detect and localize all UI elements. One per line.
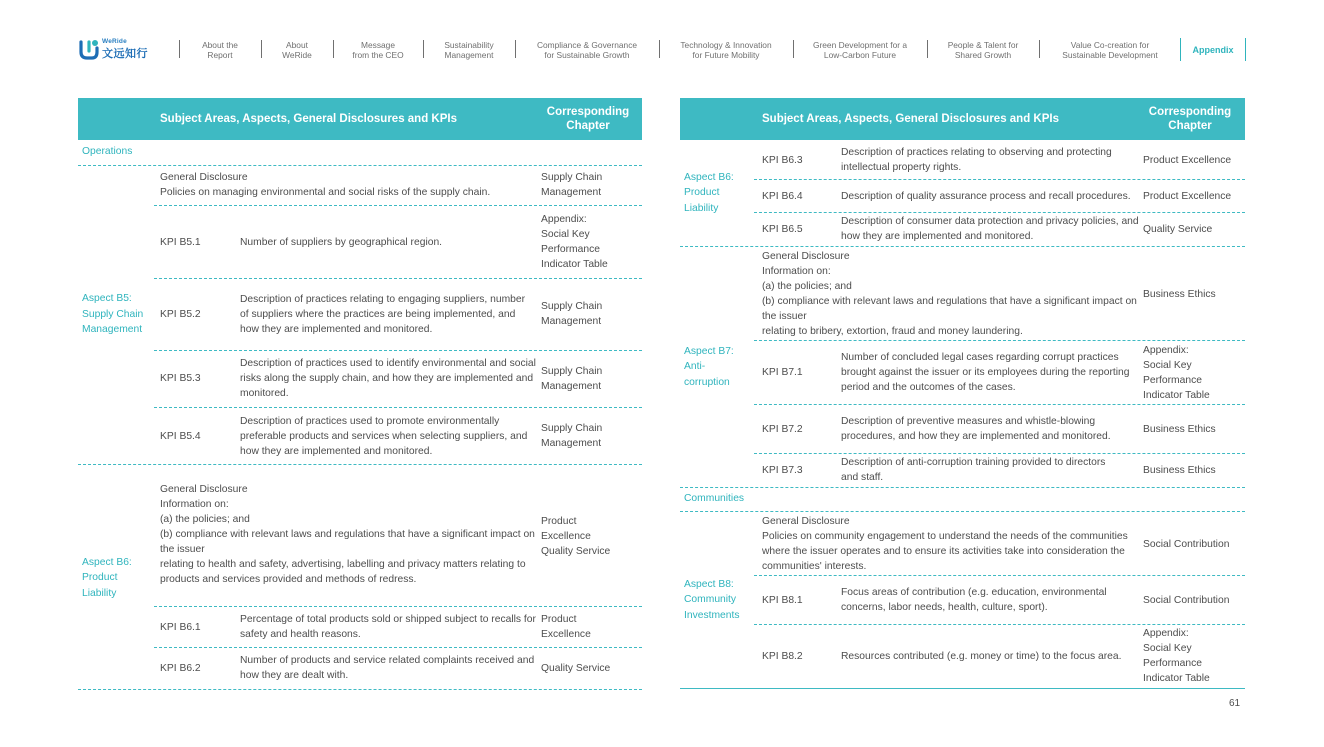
- top-navigation: [0, 0, 1324, 90]
- kpi-b6-4-description: Description of quality assurance process and recall procedures.: [841, 190, 1131, 202]
- kpi-b7-3-description: Description of anti-corruption training provided to directors and staff.: [841, 457, 1106, 483]
- logo-chinese-name: 文远知行: [102, 48, 148, 60]
- aspect-b5-label: Aspect B5: Supply Chain Management: [82, 293, 144, 336]
- table-bottom-border: [680, 688, 1245, 689]
- nav-about-report[interactable]: About the Report: [202, 40, 238, 60]
- table-bottom-border: [78, 689, 642, 690]
- kpi-b8-2-description: Resources contributed (e.g. money or time) to the focus area.: [841, 650, 1122, 662]
- b7-general-chapter: Business Ethics: [1143, 288, 1216, 300]
- header-corresponding-chapter: Corresponding Chapter: [546, 106, 630, 132]
- right-disclosure-table: [680, 98, 1245, 693]
- section-operations: Operations: [82, 146, 133, 157]
- nav-green-development[interactable]: Green Development for a Low-Carbon Future: [812, 40, 908, 60]
- nav-appendix-active[interactable]: Appendix: [1180, 38, 1246, 61]
- kpi-b7-2-id: KPI B7.2: [762, 423, 803, 435]
- kpi-b5-3-id: KPI B5.3: [160, 373, 201, 384]
- kpi-b5-2-description: Description of practices relating to engaging suppliers, number of suppliers where the practices are being implemented, and how they are implemented and monitored.: [240, 293, 526, 335]
- header-subject-areas: Subject Areas, Aspects, General Disclosures and KPIs: [160, 113, 457, 125]
- kpi-b5-3-description: Description of practices used to identify environmental and social risks along the supply chain, and how they are implemented and monitored.: [240, 358, 536, 399]
- b5-general-chapter: Supply Chain Management: [541, 172, 603, 198]
- nav-divider: [179, 40, 180, 58]
- kpi-b7-3-chapter: Business Ethics: [1143, 464, 1216, 476]
- kpi-b6-2-chapter: Quality Service: [541, 662, 611, 674]
- nav-divider: [423, 40, 424, 58]
- nav-divider: [261, 40, 262, 58]
- row-divider: [680, 487, 1245, 488]
- aspect-b7-label: Aspect B7: Anti- corruption: [684, 345, 734, 388]
- kpi-b5-1-id: KPI B5.1: [160, 236, 201, 248]
- kpi-b7-3-id: KPI B7.3: [762, 464, 803, 476]
- header-corresponding-chapter: Corresponding Chapter: [1148, 106, 1232, 132]
- kpi-b5-4-description: Description of practices used to promote environmentally preferable products and services when selecting suppliers, and how they are implemented and monitored.: [240, 415, 528, 457]
- b6-general-disclosure: General Disclosure Information on: (a) the policies; and (b) compliance with relevant laws and regulations that have a significant impact on the issuer relating to health and safety, advertising, labelling and privacy matters relating to products and services provided and methods of redress.: [160, 484, 535, 585]
- kpi-b7-1-description: Number of concluded legal cases regarding corrupt practices brought against the issuer or its employees during the reporting period and the outcomes of the cases.: [841, 352, 1130, 393]
- kpi-b6-3-chapter: Product Excellence: [1143, 154, 1232, 166]
- kpi-b5-2-chapter: Supply Chain Management: [541, 301, 603, 327]
- kpi-b6-3-description: Description of practices relating to observing and protecting intellectual property rights.: [841, 147, 1112, 173]
- aspect-b6-label: Aspect B6: Product Liability: [82, 556, 132, 599]
- nav-divider: [333, 40, 334, 58]
- kpi-b6-2-description: Number of products and service related complaints received and how they are dealt with.: [240, 655, 535, 681]
- weride-logo[interactable]: [78, 37, 150, 63]
- kpi-b6-1-description: Percentage of total products sold or shipped subject to recalls for safety and health reasons.: [240, 614, 536, 640]
- kpi-b6-5-chapter: Quality Service: [1143, 223, 1213, 235]
- weride-logo-mark-icon: [78, 38, 100, 60]
- nav-compliance-governance[interactable]: Compliance & Governance for Sustainable Growth: [536, 40, 638, 60]
- b7-general-disclosure: General Disclosure Information on: (a) the policies; and (b) compliance with relevant laws and regulations that have a significant impact on the issuer relating to bribery, extortion, fraud and money laundering.: [762, 251, 1137, 337]
- b8-general-disclosure: General Disclosure Policies on community engagement to understand the needs of the communities where the issuer operates and to ensure its activities take into consideration the communities' interests.: [762, 516, 1128, 572]
- row-divider: [78, 464, 642, 465]
- kpi-b7-1-chapter: Appendix: Social Key Performance Indicator Table: [1143, 344, 1210, 401]
- kpi-b6-4-chapter: Product Excellence: [1143, 190, 1232, 202]
- aspect-b6-label: Aspect B6: Product Liability: [684, 171, 734, 214]
- page-number: 61: [1229, 698, 1241, 709]
- kpi-b8-1-chapter: Social Contribution: [1143, 594, 1230, 606]
- kpi-b5-1-description: Number of suppliers by geographical region.: [240, 236, 443, 248]
- b5-general-disclosure: General Disclosure Policies on managing environmental and social risks of the supply chain.: [160, 172, 491, 198]
- left-disclosure-table: [78, 98, 642, 693]
- kpi-b6-1-id: KPI B6.1: [160, 621, 201, 633]
- kpi-b6-5-id: KPI B6.5: [762, 223, 803, 235]
- kpi-b7-1-id: KPI B7.1: [762, 367, 803, 378]
- nav-divider: [515, 40, 516, 58]
- nav-divider: [1039, 40, 1040, 58]
- logo-wordmark: WeRide: [102, 38, 127, 45]
- nav-value-cocreation[interactable]: Value Co-creation for Sustainable Development: [1062, 40, 1158, 60]
- kpi-b7-2-chapter: Business Ethics: [1143, 423, 1216, 435]
- kpi-b8-1-id: KPI B8.1: [762, 594, 803, 606]
- kpi-b6-4-id: KPI B6.4: [762, 190, 803, 202]
- nav-divider: [927, 40, 928, 58]
- kpi-b5-4-chapter: Supply Chain Management: [541, 423, 603, 449]
- kpi-b7-2-description: Description of preventive measures and whistle-blowing procedures, and how they are implemented and monitored.: [841, 416, 1111, 442]
- section-communities: Communities: [684, 493, 745, 504]
- nav-people-talent[interactable]: People & Talent for Shared Growth: [947, 40, 1019, 60]
- kpi-b8-2-id: KPI B8.2: [762, 650, 803, 662]
- kpi-b6-3-id: KPI B6.3: [762, 154, 803, 166]
- kpi-b6-2-id: KPI B6.2: [160, 662, 201, 674]
- b6-general-chapter: Product Excellence Quality Service: [541, 515, 611, 557]
- kpi-b5-3-chapter: Supply Chain Management: [541, 365, 603, 392]
- nav-about-weride[interactable]: About WeRide: [282, 40, 312, 60]
- nav-message-ceo[interactable]: Message from the CEO: [352, 40, 404, 60]
- b8-general-chapter: Social Contribution: [1143, 538, 1230, 550]
- nav-sustainability-management[interactable]: Sustainability Management: [444, 40, 494, 60]
- kpi-b8-1-description: Focus areas of contribution (e.g. education, environmental concerns, labor needs, health, culture, sport).: [841, 587, 1107, 613]
- header-subject-areas: Subject Areas, Aspects, General Disclosures and KPIs: [762, 113, 1059, 125]
- table-header: [78, 98, 642, 140]
- kpi-b8-2-chapter: Appendix: Social Key Performance Indicator Table: [1143, 628, 1210, 684]
- row-divider: [78, 165, 642, 166]
- kpi-b5-4-id: KPI B5.4: [160, 430, 201, 442]
- kpi-b5-1-chapter: Appendix: Social Key Performance Indicator Table: [541, 214, 608, 270]
- kpi-b5-2-id: KPI B5.2: [160, 308, 201, 320]
- nav-divider: [793, 40, 794, 58]
- aspect-b8-label: Aspect B8: Community Investments: [684, 578, 740, 621]
- row-divider: [680, 246, 1245, 247]
- kpi-b6-5-description: Description of consumer data protection and privacy policies, and how they are implemented and monitored.: [841, 216, 1139, 242]
- kpi-b6-1-chapter: Product Excellence: [541, 614, 591, 640]
- table-header: [680, 98, 1245, 140]
- row-divider: [680, 511, 1245, 512]
- nav-technology-innovation[interactable]: Technology & Innovation for Future Mobility: [680, 40, 772, 60]
- nav-divider: [659, 40, 660, 58]
